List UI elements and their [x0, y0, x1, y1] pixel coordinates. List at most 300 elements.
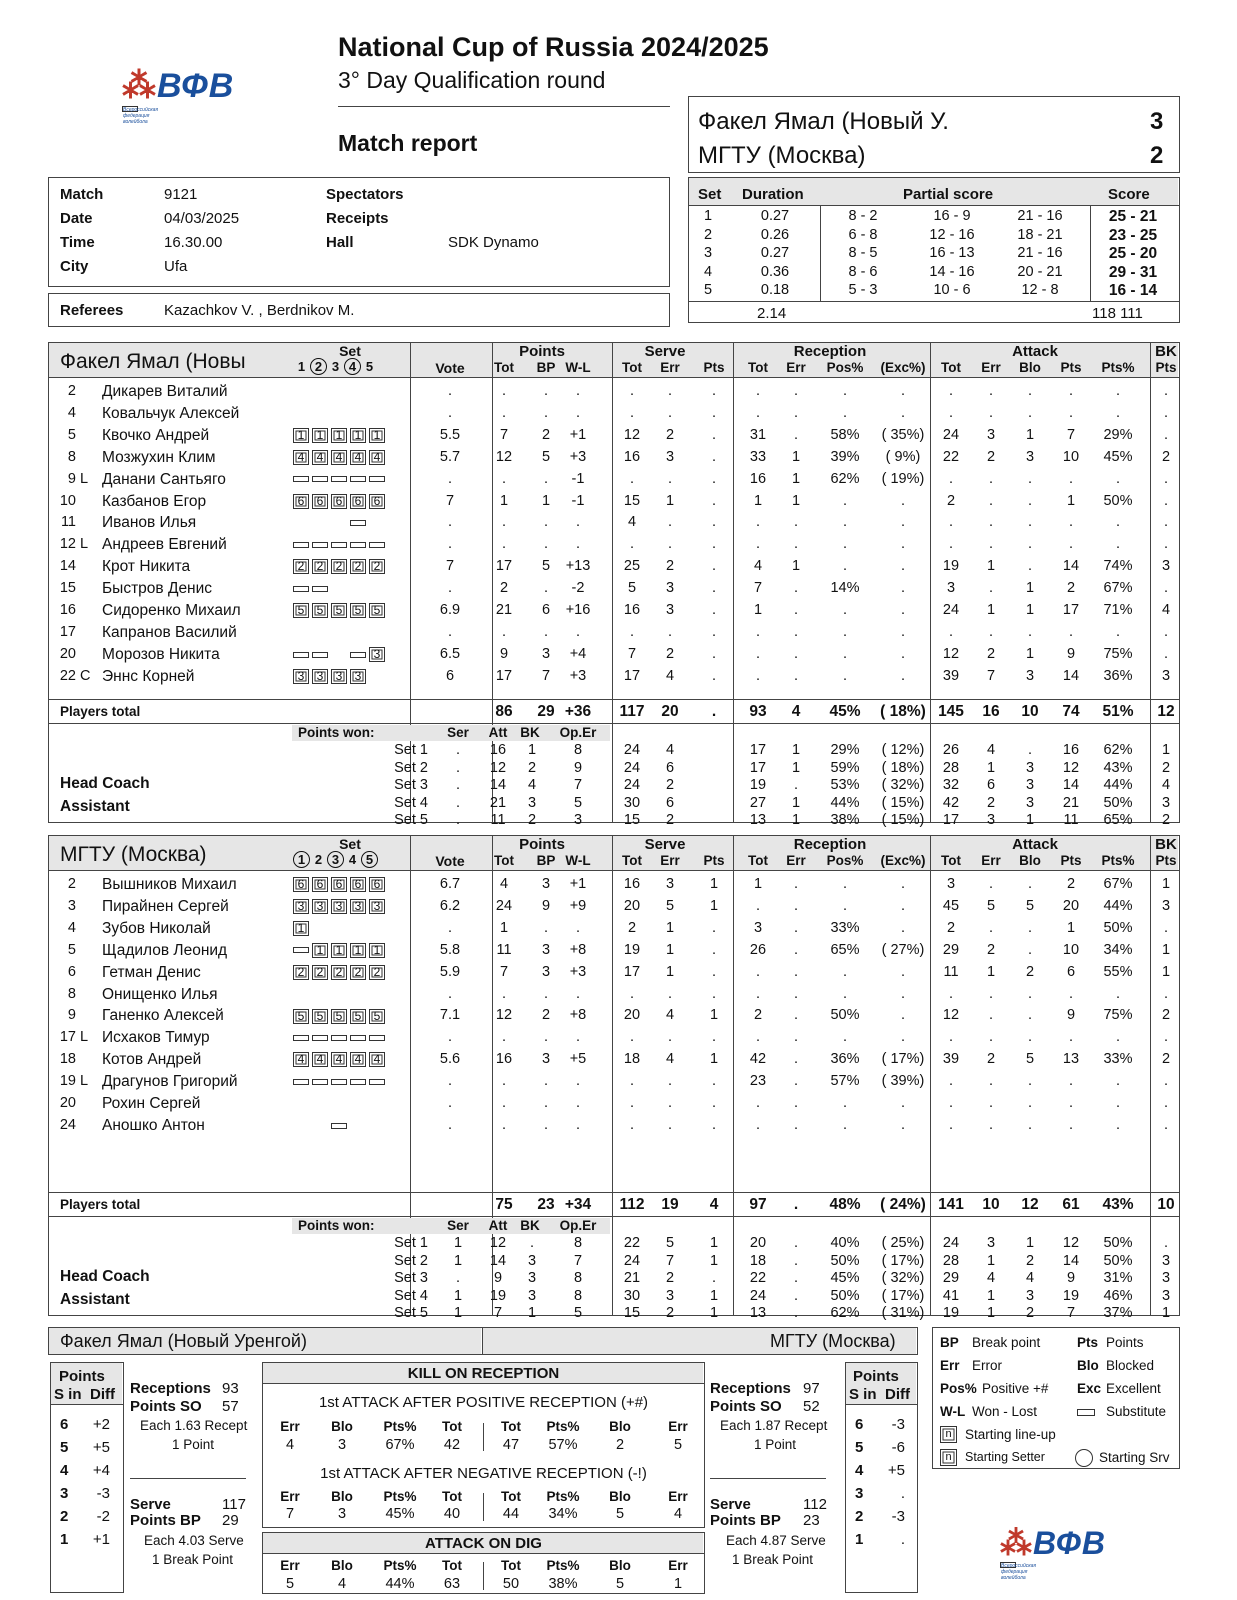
- stat-cell: .: [629, 1095, 635, 1111]
- stat-cell: 7: [986, 667, 996, 684]
- stat-cell: 6: [1066, 963, 1076, 980]
- total-cell: .: [711, 703, 717, 720]
- stat-cell: .: [948, 623, 954, 640]
- stat-cell: 26: [749, 941, 767, 958]
- stat-cell: 74%: [1103, 558, 1133, 575]
- stat-cell: 12: [495, 448, 513, 465]
- set-stat-cell: .: [1027, 742, 1033, 758]
- player-number: 19: [59, 1073, 76, 1090]
- stat-cell: 17: [623, 667, 641, 684]
- kill-value: 38%: [548, 1576, 578, 1592]
- set-stat-cell: 1: [709, 1252, 719, 1269]
- stat-cell: 20: [1062, 897, 1080, 914]
- stat-cell: ( 19%): [881, 470, 925, 487]
- kill-value: 44%: [385, 1576, 415, 1592]
- stat-cell: 16: [623, 602, 641, 618]
- total-cell: 10: [1021, 703, 1039, 720]
- total-duration: 2.14: [757, 305, 787, 322]
- kill-header: Pts%: [383, 1489, 417, 1504]
- player-name: Крот Никита: [102, 558, 191, 576]
- set-stat-cell: 3: [665, 1287, 675, 1304]
- stat-cell: 1: [499, 919, 509, 936]
- set-stat-cell: 62%: [830, 1305, 860, 1321]
- set-stat-cell: 3: [1161, 1287, 1171, 1304]
- stat-cell: .: [988, 580, 994, 597]
- stat-cell: .: [988, 623, 994, 640]
- partial-score: 20 - 21: [1017, 263, 1063, 280]
- stat-cell: 58%: [830, 426, 860, 443]
- stat-cell: 22: [942, 448, 960, 465]
- kill-header: Tot: [442, 1419, 462, 1434]
- stat-cell: .: [1068, 1073, 1074, 1090]
- stat-cell: +4: [569, 645, 587, 662]
- stat-cell: 31: [749, 426, 767, 443]
- stat-cell: 2: [986, 941, 996, 958]
- set-stat-cell: 24: [942, 1235, 960, 1251]
- stat-cell: .: [988, 1116, 994, 1133]
- player-sets: [293, 1117, 388, 1135]
- player-vote: .: [447, 919, 453, 936]
- match-number: 9121: [164, 186, 198, 203]
- kill-header: Err: [668, 1489, 688, 1504]
- stat-cell: .: [711, 941, 717, 958]
- stat-cell: .: [1115, 536, 1121, 553]
- away-team-name: МГТУ (Москва): [698, 142, 866, 169]
- set-stat-cell: 1: [791, 794, 801, 811]
- assistant-label: Assistant: [60, 798, 130, 815]
- player-sets: 5 5 5 5 5: [293, 1007, 388, 1025]
- match-date: 04/03/2025: [164, 210, 240, 227]
- match-city: Ufa: [164, 258, 188, 275]
- rotation-diff: .: [900, 1531, 905, 1548]
- set-number: 2: [703, 226, 713, 243]
- set-stat-cell: 3: [1161, 1270, 1171, 1286]
- player-sets: [293, 624, 388, 642]
- stat-cell: 12: [942, 1007, 960, 1024]
- team-name: МГТУ (Москва): [60, 843, 207, 866]
- stat-cell: .: [575, 404, 581, 421]
- stat-cell: .: [501, 1029, 507, 1046]
- set-stat-cell: 1: [1161, 1305, 1171, 1321]
- stat-cell: .: [1163, 1095, 1169, 1111]
- stat-cell: 4: [499, 876, 509, 892]
- stat-cell: 62%: [830, 470, 860, 487]
- kill-header: Blo: [609, 1558, 631, 1573]
- stat-cell: 17: [495, 558, 513, 575]
- stat-cell: .: [1115, 514, 1121, 531]
- rotation-s: 1: [855, 1531, 864, 1548]
- set-number: 4: [703, 263, 713, 280]
- stat-cell: 17: [495, 667, 513, 684]
- stat-cell: 14: [1062, 667, 1080, 684]
- stat-cell: .: [667, 623, 673, 640]
- stat-cell: .: [793, 1007, 799, 1024]
- stat-cell: 5: [1025, 1051, 1035, 1068]
- set-stat-cell: 2: [1025, 1252, 1035, 1269]
- stat-cell: .: [842, 985, 848, 1002]
- kill-value: 4: [285, 1437, 295, 1453]
- set-stat-cell: 1: [1161, 742, 1171, 758]
- stat-cell: 39: [942, 667, 960, 684]
- stat-cell: 75%: [1103, 645, 1133, 662]
- rotation-s: 5: [60, 1439, 69, 1456]
- stat-cell: .: [575, 985, 581, 1002]
- player-name: Дикарев Виталий: [102, 383, 228, 400]
- player-number: 11: [60, 514, 76, 531]
- set-stat-cell: 32: [942, 777, 960, 793]
- stat-cell: .: [793, 514, 799, 531]
- kill-header: Pts%: [546, 1419, 580, 1434]
- stat-cell: 5: [1025, 897, 1035, 914]
- stat-cell: .: [988, 876, 994, 892]
- player-name: Эннс Корней: [102, 667, 195, 685]
- set-numbers: 1 2 3 4 5: [293, 851, 378, 868]
- set-stat-cell: 18: [749, 1252, 767, 1269]
- stat-cell: 39%: [830, 448, 860, 465]
- set-stat-cell: 17: [749, 742, 767, 758]
- set-stat-cell: 24: [749, 1287, 767, 1304]
- stat-cell: 1: [753, 876, 763, 892]
- stat-cell: 12: [623, 426, 641, 443]
- stat-cell: .: [793, 897, 799, 914]
- stat-cell: 7: [499, 963, 509, 980]
- set-stat-cell: 1: [709, 1287, 719, 1304]
- stat-cell: .: [900, 623, 906, 640]
- total-cell: 20: [661, 703, 679, 720]
- stat-cell: .: [793, 985, 799, 1002]
- stat-cell: .: [842, 383, 848, 399]
- player-number: 20: [59, 645, 76, 662]
- set-stat-cell: 21: [1062, 794, 1080, 811]
- set-stat-cell: 1: [1025, 812, 1035, 828]
- set-stat-cell: 9: [1066, 1270, 1076, 1286]
- set-stat-cell: ( 31%): [881, 1305, 925, 1321]
- player-sets: [293, 536, 388, 554]
- stat-cell: .: [755, 536, 761, 553]
- rotation-diff: +1: [92, 1531, 110, 1548]
- stat-cell: 1: [709, 876, 719, 892]
- player-sets: 3 3 3 3: [293, 668, 388, 686]
- set-score: 25 - 20: [1108, 245, 1158, 262]
- stat-cell: 15: [623, 492, 641, 509]
- stat-cell: .: [948, 536, 954, 553]
- partial-score: 6 - 8: [848, 226, 878, 243]
- stat-cell: 16: [623, 448, 641, 465]
- kill-value: 45%: [385, 1506, 415, 1522]
- player-sets: [293, 580, 388, 598]
- kill-header: Pts%: [546, 1489, 580, 1504]
- player-sets: 2 2 2 2 2: [293, 964, 388, 982]
- stat-cell: .: [1027, 404, 1033, 421]
- kill-value: 40: [443, 1506, 461, 1522]
- stat-cell: .: [1115, 1073, 1121, 1090]
- stat-cell: .: [842, 1116, 848, 1133]
- rotation-s: 6: [855, 1416, 864, 1433]
- stat-cell: 3: [665, 580, 675, 597]
- stat-cell: 4: [665, 667, 675, 684]
- player-number: 9: [67, 470, 76, 487]
- hall-name: SDK Dynamo: [448, 234, 539, 251]
- stat-cell: .: [900, 514, 906, 531]
- player-sets: 3: [293, 646, 388, 664]
- stat-cell: 10: [1062, 448, 1080, 465]
- stat-cell: .: [543, 383, 549, 399]
- set-stat-cell: 1: [986, 1305, 996, 1321]
- stat-cell: .: [755, 623, 761, 640]
- stat-cell: .: [842, 876, 848, 892]
- player-role: L: [80, 1073, 89, 1090]
- player-name: Исхаков Тимур: [102, 1029, 210, 1047]
- set-label: Set 5: [394, 812, 428, 828]
- player-sets: 1: [293, 920, 388, 938]
- kill-value: 63: [443, 1576, 461, 1592]
- set-stat-cell: 3: [1025, 1287, 1035, 1304]
- stat-cell: 21: [495, 602, 513, 618]
- stat-cell: 2: [1025, 963, 1035, 980]
- set-stat-cell: 19: [942, 1305, 960, 1321]
- stat-cell: .: [501, 1116, 507, 1133]
- head-coach-label: Head Coach: [60, 1268, 150, 1285]
- starting-serve-icon: [1075, 1449, 1093, 1467]
- player-name: Морозов Никита: [102, 645, 220, 663]
- partial-score: 5 - 3: [848, 282, 878, 298]
- stat-cell: 1: [665, 963, 675, 980]
- set-stat-cell: 13: [749, 812, 767, 828]
- stat-cell: 24: [495, 897, 513, 914]
- player-number: 12: [59, 536, 76, 553]
- stat-cell: 3: [541, 941, 551, 958]
- player-sets: [293, 383, 388, 401]
- stat-cell: 3: [946, 580, 956, 597]
- stat-cell: .: [1163, 1116, 1169, 1133]
- stat-cell: 45: [942, 897, 960, 914]
- stat-cell: .: [900, 1029, 906, 1046]
- stat-cell: .: [1027, 919, 1033, 936]
- player-sets: 4 4 4 4 4: [293, 1051, 388, 1069]
- stat-cell: ( 9%): [885, 448, 921, 465]
- player-name: Аношко Антон: [102, 1116, 205, 1134]
- stat-cell: 1: [791, 448, 801, 465]
- player-role: L: [80, 1029, 89, 1046]
- stat-cell: 20: [623, 1007, 641, 1024]
- stat-cell: .: [755, 1095, 761, 1111]
- stat-cell: 1: [1025, 426, 1035, 443]
- stat-cell: 1: [709, 1051, 719, 1068]
- set-stat-cell: 13: [749, 1305, 767, 1321]
- set-stat-cell: 14: [1062, 1252, 1080, 1269]
- stat-cell: .: [543, 985, 549, 1002]
- stat-cell: +13: [565, 558, 591, 575]
- stat-cell: 33%: [830, 919, 860, 936]
- stat-cell: .: [842, 963, 848, 980]
- set-stat-cell: 2: [665, 812, 675, 828]
- stat-cell: .: [1068, 470, 1074, 487]
- total-cell: 29: [537, 703, 555, 720]
- stat-cell: 1: [1161, 876, 1171, 892]
- set-stat-cell: 50%: [830, 1287, 860, 1304]
- stat-cell: .: [1027, 1116, 1033, 1133]
- stat-cell: .: [900, 492, 906, 509]
- stat-cell: .: [543, 623, 549, 640]
- set-stat-cell: 30: [623, 794, 641, 811]
- home-receptions: 93: [222, 1380, 239, 1397]
- set-stat-cell: ( 15%): [881, 812, 925, 828]
- kill-value: 42: [443, 1437, 461, 1453]
- stat-cell: 9: [1066, 645, 1076, 662]
- stat-cell: 10: [1062, 941, 1080, 958]
- kill-value: 1: [673, 1576, 683, 1592]
- partial-score: 8 - 2: [848, 208, 878, 224]
- stat-cell: 4: [665, 1007, 675, 1024]
- stat-cell: 1: [1066, 919, 1076, 936]
- player-vote: 5.5: [439, 426, 461, 443]
- player-vote: 5.9: [439, 963, 461, 980]
- stat-cell: 5: [627, 580, 637, 597]
- total-cell: 4: [791, 703, 801, 720]
- set-stat-cell: 27: [749, 794, 767, 811]
- total-cell: ( 18%): [880, 703, 926, 720]
- set-score: 25 - 21: [1108, 208, 1158, 225]
- stat-cell: .: [711, 448, 717, 465]
- set-stat-cell: 44%: [1103, 777, 1133, 793]
- stat-cell: 2: [986, 1051, 996, 1068]
- player-vote: .: [447, 514, 453, 531]
- player-role: C: [80, 667, 91, 684]
- stat-cell: +3: [569, 448, 587, 465]
- stat-cell: 2: [627, 919, 637, 936]
- stat-cell: 24: [942, 602, 960, 618]
- set-stat-cell: 50%: [830, 1252, 860, 1269]
- stat-cell: 3: [541, 963, 551, 980]
- kill-header: Blo: [331, 1419, 353, 1434]
- set-stat-cell: ( 32%): [881, 777, 925, 793]
- stat-cell: .: [1163, 985, 1169, 1002]
- stat-cell: .: [948, 470, 954, 487]
- stat-cell: .: [667, 470, 673, 487]
- total-cell: 12: [1021, 1196, 1039, 1213]
- stat-cell: .: [1115, 1095, 1121, 1111]
- set-number: 3: [703, 245, 713, 261]
- player-vote: 5.7: [439, 448, 461, 465]
- player-name: Вышников Михаил: [102, 876, 237, 893]
- stat-cell: 2: [665, 426, 675, 443]
- stat-cell: 50%: [830, 1007, 860, 1024]
- set-stat-cell: 24: [623, 777, 641, 793]
- set-stat-cell: 1: [791, 759, 801, 776]
- stat-cell: .: [667, 1116, 673, 1133]
- stat-cell: .: [1115, 404, 1121, 421]
- set-stat-cell: 45%: [830, 1270, 860, 1286]
- stat-cell: .: [667, 1095, 673, 1111]
- player-name: Андреев Евгений: [102, 536, 227, 554]
- set-stat-cell: 11: [1063, 812, 1079, 828]
- stat-cell: .: [842, 667, 848, 684]
- stat-cell: 2: [1161, 1007, 1171, 1024]
- set-stat-cell: 4: [665, 742, 675, 758]
- player-name: Квочко Андрей: [102, 426, 210, 444]
- total-cell: 61: [1062, 1196, 1080, 1213]
- stat-cell: .: [988, 1007, 994, 1024]
- stat-cell: .: [900, 404, 906, 421]
- player-vote: .: [447, 383, 453, 399]
- stat-cell: 19: [623, 941, 641, 958]
- player-number: 8: [67, 448, 76, 465]
- stat-cell: 11: [496, 941, 512, 958]
- player-number: 2: [67, 383, 76, 399]
- stat-cell: .: [793, 1029, 799, 1046]
- total-cell: 97: [749, 1196, 767, 1213]
- kill-header: Pts%: [383, 1558, 417, 1573]
- player-number: 9: [67, 1007, 76, 1024]
- stat-cell: .: [711, 558, 717, 575]
- stat-cell: .: [988, 492, 994, 509]
- stat-cell: .: [988, 919, 994, 936]
- stat-cell: .: [988, 536, 994, 553]
- rotation-diff: -3: [891, 1508, 905, 1525]
- rotation-s: 2: [855, 1508, 864, 1525]
- stat-cell: .: [575, 1029, 581, 1046]
- player-vote: 6.2: [439, 897, 461, 914]
- stat-cell: .: [1163, 580, 1169, 597]
- player-vote: 6.5: [439, 645, 461, 662]
- set-stat-cell: 65%: [1103, 812, 1133, 828]
- player-sets: 6 6 6 6 6: [293, 876, 388, 894]
- partial-score: 8 - 5: [848, 245, 878, 261]
- stat-cell: .: [711, 1116, 717, 1133]
- stat-cell: .: [842, 404, 848, 421]
- set-stat-cell: 26: [942, 742, 960, 758]
- stat-cell: .: [793, 383, 799, 399]
- set-stat-cell: 14: [1062, 777, 1080, 793]
- stat-cell: .: [1027, 876, 1033, 892]
- set-stat-cell: 50%: [1103, 1235, 1133, 1251]
- player-number: 14: [59, 558, 76, 575]
- kill-value: 7: [285, 1506, 295, 1522]
- set-stat-cell: 38%: [830, 812, 860, 828]
- stat-cell: .: [711, 383, 717, 399]
- rotation-s: 3: [60, 1485, 69, 1502]
- set-stat-cell: .: [793, 1305, 799, 1321]
- player-number: 5: [67, 426, 76, 443]
- player-vote: .: [447, 1095, 453, 1111]
- player-vote: .: [447, 1029, 453, 1046]
- dig-title: ATTACK ON DIG: [425, 1535, 542, 1552]
- stat-cell: .: [755, 645, 761, 662]
- stat-cell: .: [711, 404, 717, 421]
- partial-score: 12 - 8: [1021, 282, 1059, 298]
- substitute-icon: [1077, 1409, 1095, 1416]
- total-cell: 117: [619, 703, 645, 720]
- partial-score: 14 - 16: [929, 263, 975, 280]
- rotation-diff: -3: [96, 1485, 110, 1502]
- stat-cell: 9: [499, 645, 509, 662]
- total-cell: 75: [495, 1196, 513, 1213]
- total-cell: 112: [619, 1196, 645, 1213]
- stat-cell: 1: [665, 492, 675, 509]
- stat-cell: .: [1027, 985, 1033, 1002]
- set-stat-cell: 7: [665, 1252, 675, 1269]
- referees-box: [48, 293, 670, 327]
- set-stat-cell: ( 25%): [881, 1235, 925, 1251]
- stat-cell: .: [755, 667, 761, 684]
- stat-cell: .: [1163, 514, 1169, 531]
- stat-cell: 2: [946, 919, 956, 936]
- stat-cell: .: [1027, 1007, 1033, 1024]
- partial-score: 16 - 13: [929, 245, 975, 261]
- stat-cell: .: [793, 602, 799, 618]
- stat-cell: .: [711, 536, 717, 553]
- stat-cell: 6: [541, 602, 551, 618]
